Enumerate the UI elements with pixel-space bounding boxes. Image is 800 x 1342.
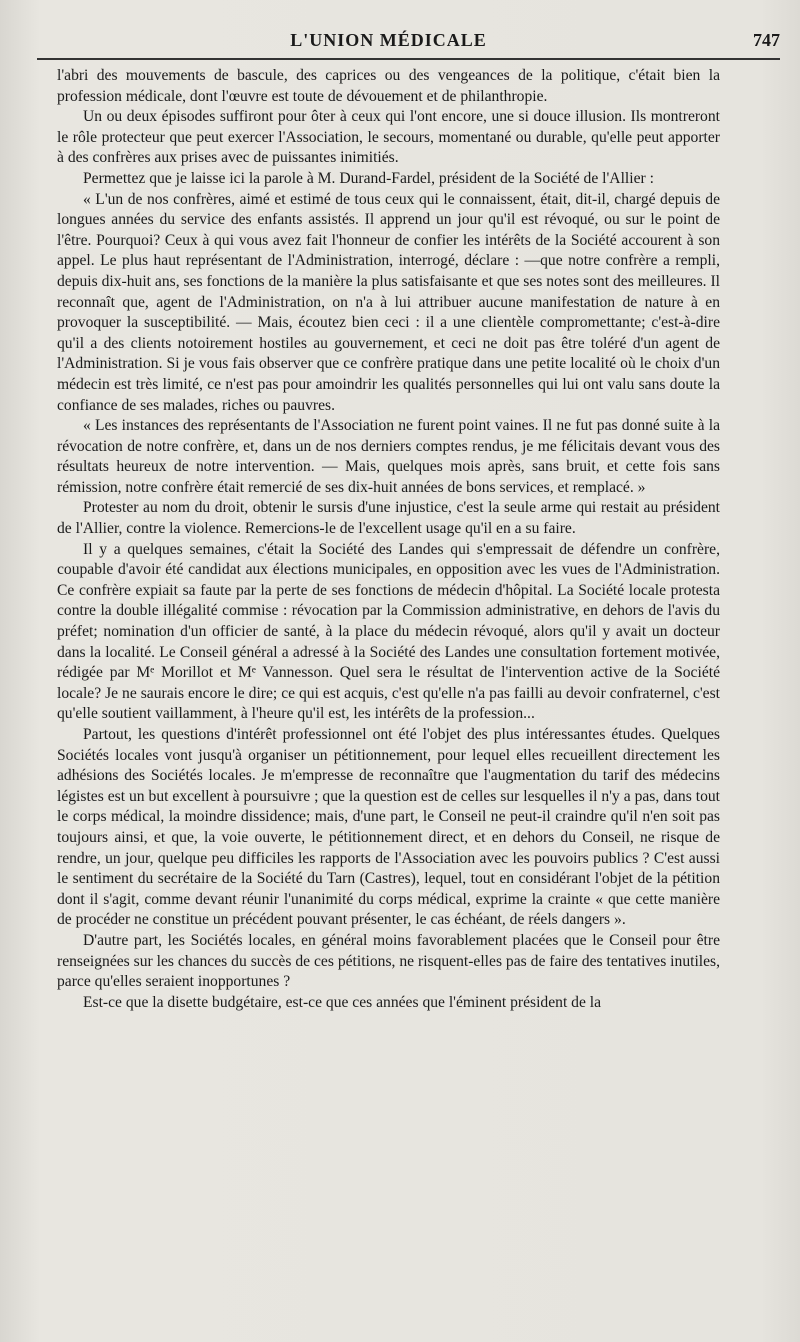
paragraph: Partout, les questions d'intérêt professionnel ont été l'objet des plus intéressantes études. Quelques Sociétés locales vont jusqu'à organiser un pétitionnement, pour lequel elles recueillent directement les adhésions des Sociétés locales. Je m'empresse de reconnaître que l'augmentation du tarif des médecins légistes est un but excellent à poursuivre ; que la question est de celles sur lesquelles il n'y a pas, dans tout le corps médical, la moindre dissidence; mais, d'une part, le Conseil ne peut-il craindre qu'il n'en soit pas toujours ainsi, et que, la voie ouverte, le pétitionnement direct, et en dehors du Conseil, ne risque de rendre, un jour, quelque peu difficiles les rapports de l'Association avec les pouvoirs publics ? C'est aussi le sentiment du secrétaire de la Société du Tarn (Castres), lequel, tout en considérant l'objet de la pétition dont il s'agit, comme devant réunir l'unanimité du corps médical, exprime la crainte « que cette manière de procéder ne constitue un précédent pouvant présenter, le cas échéant, de réels dangers ».	[57, 726, 720, 929]
paragraph: Protester au nom du droit, obtenir le sursis d'une injustice, c'est la seule arme qui restait au président de l'Allier, contre la violence. Remercions-le de l'excellent usage qu'il en a su faire.	[57, 499, 720, 538]
journal-title: L'UNION MÉDICALE	[290, 30, 487, 50]
paragraph: « L'un de nos confrères, aimé et estimé de tous ceux qui le connaissent, était, dit-il, chargé depuis de longues années du service des enfants assistés. Il apprend un jour qu'il est révoqué, ou sur le point de l'être. Pourquoi? Ceux à qui vous avez fait l'honneur de confier les intérêts de la Société accourent à son appel. Le plus haut représentant de l'Administration, interrogé, déclare : —que notre confrère a rempli, depuis dix-huit ans, ses fonctions de la manière la plus satisfaisante et que ses notes sont des meilleures. Il reconnaît que, agent de l'Administration, on n'a à lui attribuer aucune manifestation de nature à en provoquer la susceptibilité. — Mais, écoutez bien ceci : il a une clientèle compromettante; c'est-à-dire qu'il a des clients notoirement hostiles au gouvernement, et ceci ne doit pas être toléré d'un agent de l'Administration. Si je vous fais observer que ce confrère pratique dans une petite localité où le choix d'un médecin est très limité, ce n'est pas pour amoindrir les qualités personnelles qui lui ont valu sans doute la confiance de ses malades, riches ou pauvres.	[57, 190, 720, 414]
paragraph: Un ou deux épisodes suffiront pour ôter à ceux qui l'ont encore, une si douce illusion. Ils montreront le rôle protecteur que peut exercer l'Association, le secours, momentané ou durable, qu'elle peut apporter à des confrères aux prises avec de puissantes inimitiés.	[57, 108, 720, 167]
header-rule	[37, 58, 780, 60]
paragraph: l'abri des mouvements de bascule, des caprices ou des vengeances de la politique, c'était bien la profession médicale, dont l'œuvre est toute de dévouement et de philanthropie.	[57, 67, 720, 105]
paragraph: Permettez que je laisse ici la parole à M. Durand-Fardel, président de la Société de l'Allier :	[83, 169, 654, 187]
body-text	[57, 66, 720, 1013]
paragraph: D'autre part, les Sociétés locales, en général moins favorablement placées que le Conseil pour être renseignées sur les chances du succès de ces pétitions, ne risquent-elles pas de faire des tentatives inutiles, parce qu'elles seraient inopportunes ?	[57, 931, 720, 991]
running-header	[57, 24, 780, 58]
paragraph: « Les instances des représentants de l'Association ne furent point vaines. Il ne fut pas donné suite à la révocation de notre confrère, et, dans un de nos derniers comptes rendus, je me félicitais devant vous des résultats heureux de notre intervention. — Mais, quelques mois après, sans bruit, et cette fois sans rémission, notre confrère était remercié de ses dix-huit années de bons services, et remplacé. »	[57, 417, 720, 496]
paragraph: Il y a quelques semaines, c'était la Société des Landes qui s'empressait de défendre un confrère, coupable d'avoir été candidat aux élections municipales, en opposition avec les vues de l'Administration. Ce confrère expiait sa faute par la perte de ses fonctions de médecin d'hôpital. La Société locale protesta contre la double illégalité commise : révocation par la Commission administrative, en dehors de l'avis du préfet; nomination d'un officier de santé, à la place du médecin révoqué, alors qu'il y avait un docteur dans la localité. Le Conseil général a adressé à la Société des Landes une consultation fortement motivée, rédigée par Mᵉ Morillot et Mᵉ Vannesson. Quel sera le résultat de l'intervention active de la Société locale? Je ne saurais encore le dire; ce qui est acquis, c'est qu'elle n'a pas failli au devoir confraternel, c'est qu'elle soutient vaillamment, à l'heure qu'il est, les intérêts de la profession...	[57, 540, 720, 723]
page-number: 747	[753, 30, 780, 50]
paragraph: Est-ce que la disette budgétaire, est-ce que ces années que l'éminent président de la	[83, 993, 602, 1011]
